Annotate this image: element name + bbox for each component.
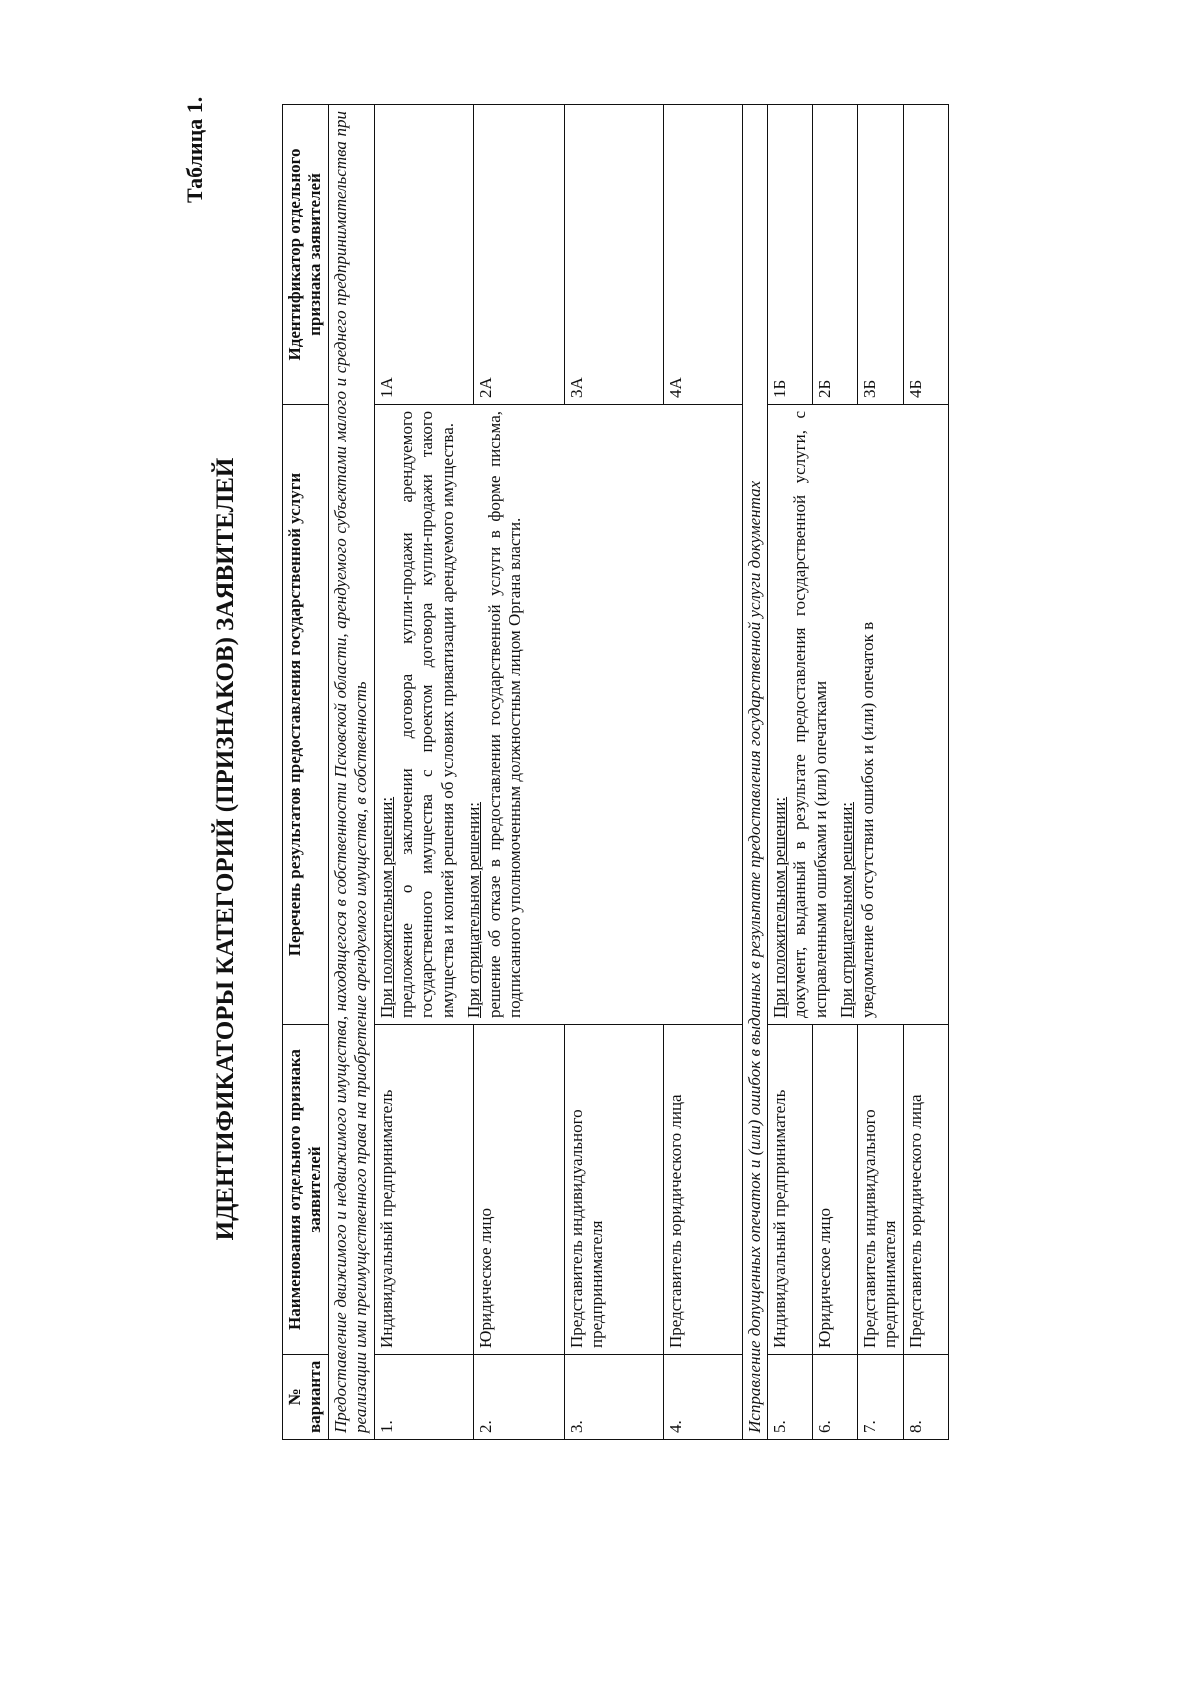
variant-number: 7. <box>857 1355 903 1440</box>
variant-number: 1. <box>374 1355 473 1440</box>
table-label: Таблица 1. <box>182 96 207 203</box>
header-id: Идентификатор отдельного признака заявителей <box>283 105 329 405</box>
header-num: № варианта <box>283 1355 329 1440</box>
positive-text: документ, выданный в результате предоставления государственной услуги, с исправленными ошибками и (или) опечатками <box>790 411 830 1018</box>
table-row <box>767 105 812 1440</box>
applicant-name: Индивидуальный предприниматель <box>374 1025 473 1355</box>
section-row <box>742 105 767 1440</box>
variant-number: 2. <box>473 1355 564 1440</box>
negative-text: решение об отказе в предоставлении государственной услуги в форме письма, подписанного уполномоченным должностным лицом Органа власти. <box>484 411 524 1018</box>
negative-text: уведомление об отсутствии ошибок и (или) опечаток в <box>857 621 877 1018</box>
applicant-name: Представитель юридического лица <box>903 1025 948 1355</box>
table-row <box>374 105 473 1440</box>
section-title: Исправление допущенных опечаток и (или) ошибок в выданных в результате предоставления государственной услуги документах <box>742 105 767 1440</box>
positive-heading: При положительном решении: <box>769 796 789 1018</box>
applicant-name: Представитель индивидуального предпринимателя <box>857 1025 903 1355</box>
variant-number: 3. <box>564 1355 663 1440</box>
identifier: 3Б <box>857 105 903 405</box>
applicant-name: Юридическое лицо <box>812 1025 857 1355</box>
identifier: 4А <box>663 105 742 405</box>
variant-number: 5. <box>767 1355 812 1440</box>
applicant-name: Юридическое лицо <box>473 1025 564 1355</box>
positive-text: предложение о заключении договора купли-продажи арендуемого государственного имущества с проектом договора купли-продажи такого имущества и копией решения об условиях приватизации арендуемого имущества. <box>396 411 457 1018</box>
results-cell <box>374 405 742 1025</box>
applicant-name: Представитель юридического лица <box>663 1025 742 1355</box>
header-results: Перечень результатов предоставления государственной услуги <box>283 405 329 1025</box>
header-name: Наименования отдельного признака заявителей <box>283 1025 329 1355</box>
applicant-name: Представитель индивидуального предпринимателя <box>564 1025 663 1355</box>
identifier: 2А <box>473 105 564 405</box>
identifier: 1А <box>374 105 473 405</box>
positive-heading: При положительном решении: <box>376 796 396 1018</box>
negative-heading: При отрицательном решении: <box>464 801 484 1018</box>
section-row <box>328 105 374 1440</box>
header-row <box>283 105 329 1440</box>
identifier: 3А <box>564 105 663 405</box>
document-title: ИДЕНТИФИКАТОРЫ КАТЕГОРИЙ (ПРИЗНАКОВ) ЗАЯВИТЕЛЕЙ <box>212 457 239 1241</box>
applicant-categories-table <box>282 104 949 1440</box>
variant-number: 6. <box>812 1355 857 1440</box>
applicant-name: Индивидуальный предприниматель <box>767 1025 812 1355</box>
results-cell <box>767 405 948 1025</box>
variant-number: 4. <box>663 1355 742 1440</box>
identifier: 2Б <box>812 105 857 405</box>
identifier: 1Б <box>767 105 812 405</box>
section-title: Предоставление движимого и недвижимого имущества, находящегося в собственности Псковской области, арендуемого субъектами малого и среднего предпринимательства при реализации ими преимущественного права на приобретение арендуемого имущества, в собственность <box>328 105 374 1440</box>
identifier: 4Б <box>903 105 948 405</box>
variant-number: 8. <box>903 1355 948 1440</box>
negative-heading: При отрицательном решении: <box>837 801 857 1018</box>
